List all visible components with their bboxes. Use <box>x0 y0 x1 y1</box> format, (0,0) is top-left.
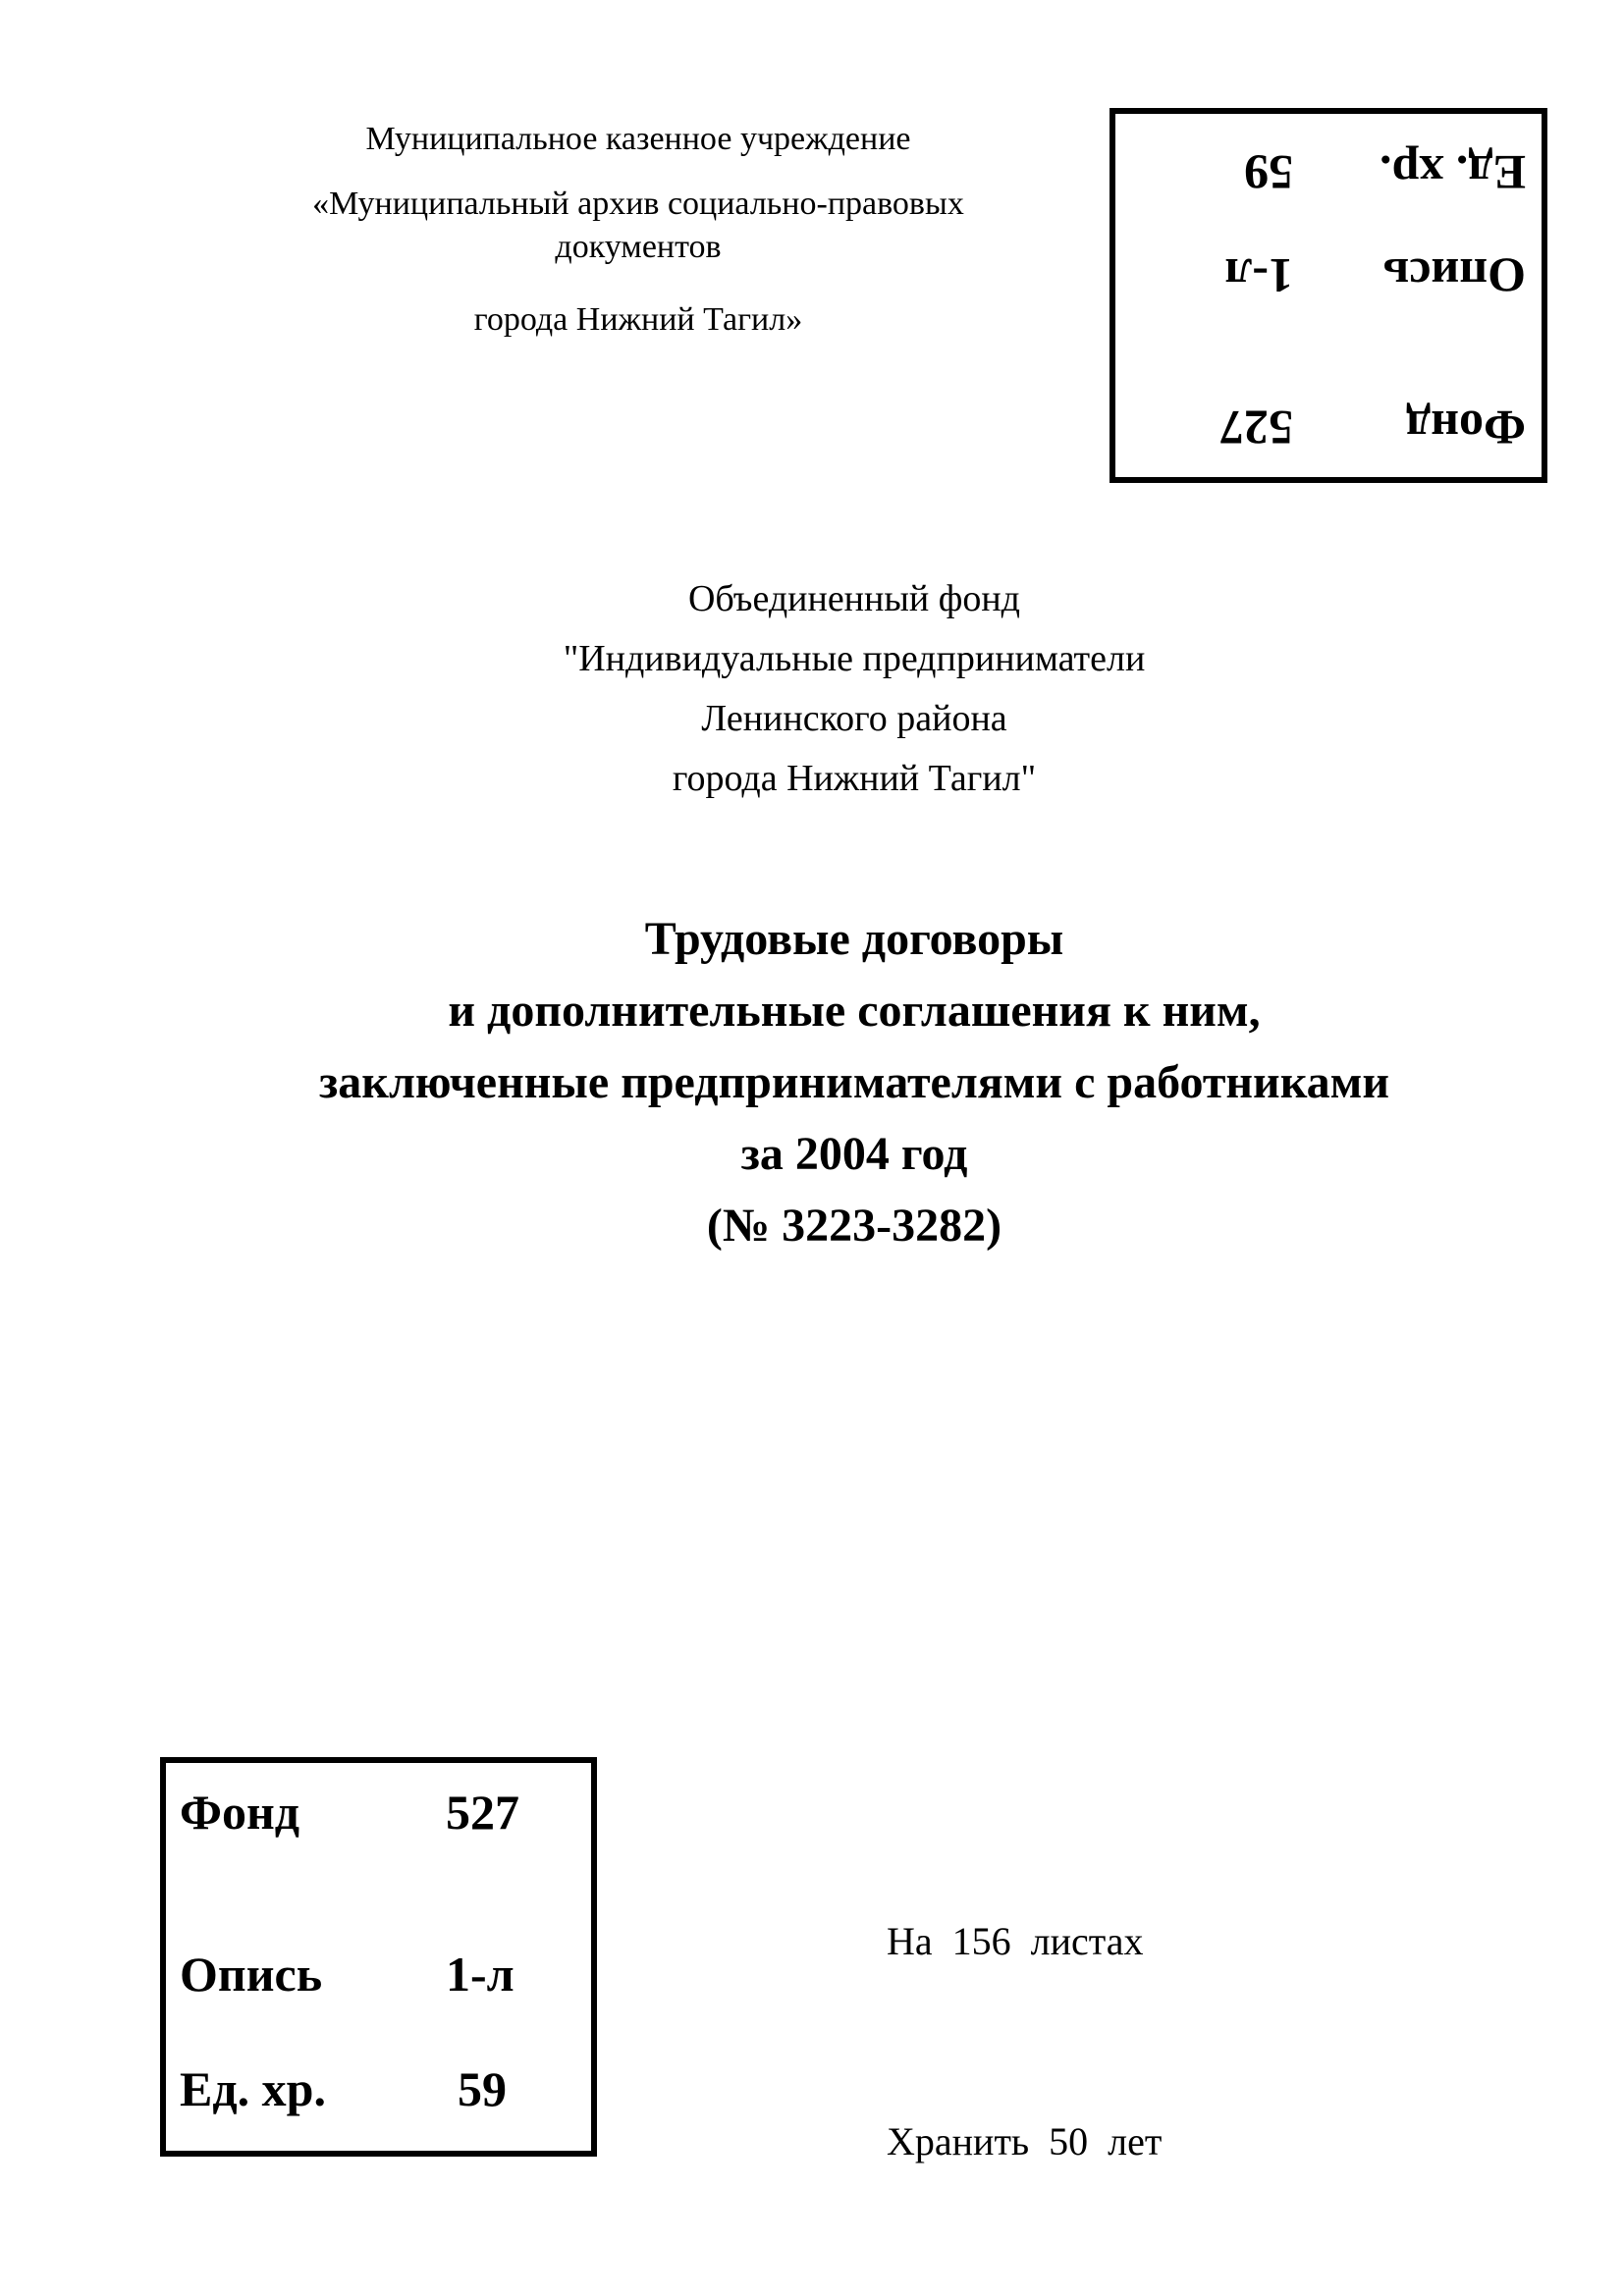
unit-label: Ед. хр. <box>180 2061 326 2116</box>
opis-label: Опись <box>1382 248 1526 303</box>
title-line-1: Трудовые договоры <box>644 913 1064 965</box>
fund-line-4: города Нижний Тагил" <box>672 758 1037 799</box>
fund-line-2: "Индивидуальные предприниматели <box>563 638 1146 679</box>
institution-name-line2: документов <box>555 229 722 265</box>
opis-value: 1-л <box>1224 248 1293 303</box>
document-title <box>128 903 1581 1261</box>
fond-value: 527 <box>1219 400 1293 455</box>
unit-value: 59 <box>458 2061 507 2116</box>
archive-label-box <box>160 1757 597 2157</box>
title-line-5: (№ 3223-3282) <box>706 1200 1002 1252</box>
title-line-3: заключенные предпринимателями с работниками <box>319 1056 1389 1108</box>
fond-label: Фонд <box>180 1785 300 1840</box>
institution-name-line1: «Муниципальный архив социально-правовых <box>312 186 964 222</box>
storage-period: Хранить 50 лет <box>887 2119 1163 2163</box>
fond-label: Фонд <box>1405 400 1526 455</box>
opis-label: Опись <box>180 1947 323 2002</box>
institution-type: Муниципальное казенное учреждение <box>365 121 911 157</box>
archive-label-box-inverted <box>1110 108 1547 483</box>
institution-city: города Нижний Тагил» <box>473 301 803 338</box>
fund-description <box>461 569 1247 809</box>
title-line-2: и дополнительные соглашения к ним, <box>448 985 1261 1037</box>
fund-line-3: Ленинского района <box>701 698 1007 739</box>
title-line-4: за 2004 год <box>740 1128 968 1180</box>
unit-label: Ед. хр. <box>1380 145 1526 200</box>
fond-value: 527 <box>446 1785 519 1840</box>
institution-header <box>226 118 1051 342</box>
opis-value: 1-л <box>446 1947 514 2002</box>
fund-line-1: Объединенный фонд <box>687 578 1021 619</box>
sheet-count: На 156 листах <box>887 1919 1144 1963</box>
unit-value: 59 <box>1244 145 1293 200</box>
sheets-info <box>887 1775 1162 2242</box>
